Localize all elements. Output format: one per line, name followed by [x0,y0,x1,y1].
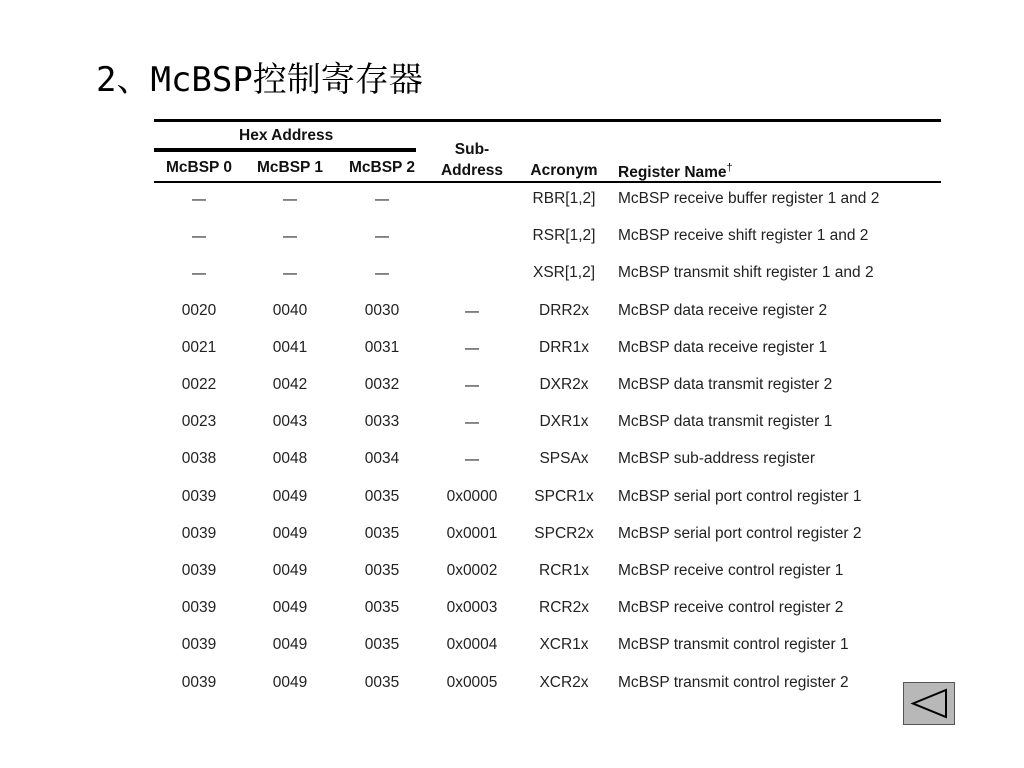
header-mcbsp2: McBSP 2 [348,159,416,176]
cell-mcbsp2: — [374,190,390,208]
cell-mcbsp1: 0049 [272,562,308,579]
cell-sub: — [464,450,480,469]
cell-mcbsp1: 0040 [272,301,308,319]
cell-mcbsp2: 0032 [364,376,400,393]
cell-mcbsp1: 0042 [272,376,308,393]
cell-name: McBSP receive control register 2 [618,599,844,617]
cell-mcbsp2: 0033 [364,413,400,431]
header-sub-address-line2: Address [440,162,504,179]
cell-mcbsp0: — [191,190,207,208]
cell-sub: 0x0002 [446,562,498,579]
cell-name: McBSP receive buffer register 1 and 2 [618,190,880,207]
cell-acronym: DXR2x [539,376,589,393]
header-register-name-text: Register Name [618,164,727,182]
cell-mcbsp0: 0022 [181,376,217,393]
cell-sub: 0x0005 [446,673,498,691]
cell-name: McBSP receive control register 1 [618,562,844,579]
cell-sub: 0x0003 [446,599,498,617]
header-bottom-rule [154,181,941,183]
cell-mcbsp1: — [282,264,298,283]
cell-mcbsp0: — [191,264,207,283]
cell-mcbsp1: — [282,190,298,208]
cell-mcbsp0: 0039 [181,599,217,617]
cell-sub: 0x0001 [446,524,498,542]
cell-name: McBSP data receive register 2 [618,301,828,319]
cell-mcbsp2: 0035 [364,487,400,505]
cell-acronym: SPSAx [539,450,589,468]
cell-name: McBSP data transmit register 1 [618,413,833,431]
cell-mcbsp1: — [282,227,298,246]
cell-mcbsp2: — [374,227,390,246]
cell-mcbsp1: 0043 [272,413,308,431]
cell-mcbsp2: 0034 [364,450,400,468]
cell-name: McBSP transmit shift register 1 and 2 [618,264,874,282]
cell-mcbsp0: 0039 [181,487,217,505]
cell-mcbsp2: 0031 [364,338,400,356]
cell-mcbsp2: 0035 [364,673,400,691]
cell-acronym: RCR1x [539,562,589,579]
table-top-rule [154,119,941,122]
cell-mcbsp1: 0041 [272,338,308,356]
cell-sub: — [464,338,480,357]
header-sub-address-line1: Sub- [454,141,490,158]
cell-acronym: XSR[1,2] [532,264,596,282]
cell-mcbsp2: 0030 [364,301,400,319]
cell-mcbsp0: 0039 [181,524,217,542]
cell-mcbsp0: 0039 [181,636,217,654]
cell-name: McBSP serial port control register 2 [618,524,862,542]
cell-sub: 0x0004 [446,636,498,654]
back-button[interactable] [903,682,955,725]
cell-mcbsp0: — [191,227,207,246]
cell-acronym: XCR1x [539,636,589,654]
cell-name: McBSP transmit control register 1 [618,636,849,654]
header-acronym: Acronym [530,162,598,179]
cell-acronym: XCR2x [539,673,589,691]
cell-mcbsp2: 0035 [364,599,400,617]
cell-acronym: RCR2x [539,599,589,617]
header-mcbsp1: McBSP 1 [256,159,324,176]
cell-mcbsp1: 0048 [272,450,308,468]
cell-mcbsp1: 0049 [272,599,308,617]
cell-name: McBSP transmit control register 2 [618,673,849,691]
cell-acronym: DRR1x [539,338,589,356]
triangle-left-icon [904,683,954,724]
slide-title: 2、McBSP控制寄存器 [96,60,423,100]
cell-acronym: DXR1x [539,413,589,431]
cell-mcbsp2: — [374,264,390,283]
cell-mcbsp0: 0039 [181,673,217,691]
cell-mcbsp2: 0035 [364,562,400,579]
cell-sub: 0x0000 [446,487,498,505]
cell-mcbsp1: 0049 [272,524,308,542]
cell-name: McBSP data transmit register 2 [618,376,833,393]
cell-sub: — [464,413,480,432]
cell-mcbsp2: 0035 [364,524,400,542]
hex-address-header: Hex Address [239,127,334,144]
cell-mcbsp0: 0039 [181,562,217,579]
cell-name: McBSP data receive register 1 [618,338,828,356]
cell-mcbsp1: 0049 [272,487,308,505]
cell-mcbsp0: 0020 [181,301,217,319]
cell-name: McBSP sub-address register [618,450,815,468]
cell-name: McBSP receive shift register 1 and 2 [618,227,869,245]
cell-acronym: DRR2x [539,301,589,319]
cell-sub: — [464,301,480,320]
cell-acronym: RBR[1,2] [532,190,596,207]
cell-acronym: RSR[1,2] [532,227,596,245]
cell-mcbsp2: 0035 [364,636,400,654]
cell-acronym: SPCR1x [534,487,594,505]
cell-mcbsp0: 0021 [181,338,217,356]
hex-group-rule [154,148,416,152]
cell-mcbsp1: 0049 [272,673,308,691]
cell-acronym: SPCR2x [534,524,594,542]
cell-mcbsp0: 0038 [181,450,217,468]
cell-name: McBSP serial port control register 1 [618,487,862,505]
dagger-mark: † [726,162,733,174]
header-register-name [618,162,733,182]
cell-mcbsp1: 0049 [272,636,308,654]
cell-mcbsp0: 0023 [181,413,217,431]
cell-sub: — [464,376,480,394]
header-mcbsp0: McBSP 0 [165,159,233,176]
